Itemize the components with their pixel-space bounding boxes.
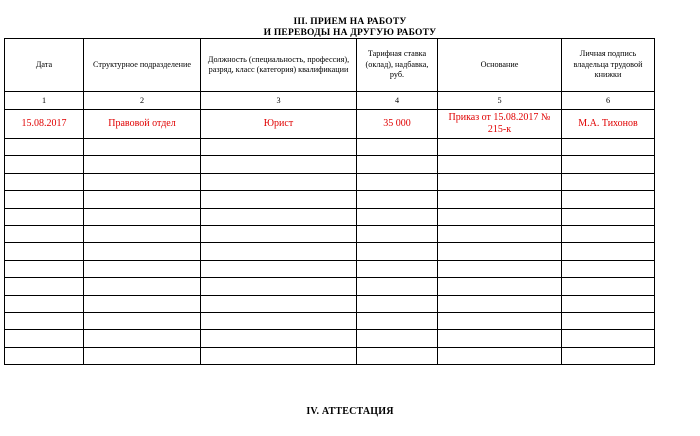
column-number: 2 bbox=[84, 92, 201, 110]
empty-cell[interactable] bbox=[438, 243, 562, 260]
column-number-row bbox=[5, 92, 655, 110]
empty-row bbox=[5, 191, 655, 208]
section-title-attestation: IV. АТТЕСТАЦИЯ bbox=[306, 406, 394, 417]
empty-cell[interactable] bbox=[201, 139, 357, 156]
empty-cell[interactable] bbox=[5, 260, 84, 277]
empty-cell[interactable] bbox=[5, 208, 84, 225]
empty-cell[interactable] bbox=[357, 208, 438, 225]
empty-cell[interactable] bbox=[201, 191, 357, 208]
empty-cell[interactable] bbox=[5, 330, 84, 347]
column-number: 4 bbox=[357, 92, 438, 110]
empty-row bbox=[5, 278, 655, 295]
empty-row bbox=[5, 295, 655, 312]
empty-cell[interactable] bbox=[201, 243, 357, 260]
empty-row bbox=[5, 260, 655, 277]
empty-cell[interactable] bbox=[562, 191, 655, 208]
empty-cell[interactable] bbox=[5, 295, 84, 312]
empty-cell[interactable] bbox=[84, 330, 201, 347]
empty-cell[interactable] bbox=[438, 260, 562, 277]
empty-row bbox=[5, 312, 655, 329]
empty-cell[interactable] bbox=[357, 191, 438, 208]
empty-cell[interactable] bbox=[201, 225, 357, 242]
cell-position[interactable]: Юрист bbox=[201, 110, 357, 139]
empty-row bbox=[5, 330, 655, 347]
empty-cell[interactable] bbox=[357, 243, 438, 260]
column-number: 6 bbox=[562, 92, 655, 110]
empty-cell[interactable] bbox=[357, 260, 438, 277]
cell-department[interactable]: Правовой отдел bbox=[84, 110, 201, 139]
empty-cell[interactable] bbox=[201, 156, 357, 173]
empty-cell[interactable] bbox=[5, 312, 84, 329]
empty-cell[interactable] bbox=[438, 173, 562, 190]
header-row bbox=[5, 39, 655, 92]
column-number: 5 bbox=[438, 92, 562, 110]
cell-date[interactable]: 15.08.2017 bbox=[5, 110, 84, 139]
header-position: Должность (специальность, профессия), разряд, класс (категория) квалификации bbox=[201, 39, 357, 92]
empty-cell[interactable] bbox=[201, 347, 357, 364]
header-salary: Тарифная ставка (оклад), надбавка, руб. bbox=[357, 39, 438, 92]
empty-cell[interactable] bbox=[84, 225, 201, 242]
empty-cell[interactable] bbox=[562, 295, 655, 312]
empty-cell[interactable] bbox=[84, 278, 201, 295]
empty-row bbox=[5, 225, 655, 242]
empty-cell[interactable] bbox=[201, 173, 357, 190]
empty-cell[interactable] bbox=[438, 347, 562, 364]
empty-cell[interactable] bbox=[5, 191, 84, 208]
column-number: 3 bbox=[201, 92, 357, 110]
empty-cell[interactable] bbox=[438, 278, 562, 295]
empty-cell[interactable] bbox=[84, 139, 201, 156]
empty-cell[interactable] bbox=[201, 330, 357, 347]
empty-cell[interactable] bbox=[438, 295, 562, 312]
empty-cell[interactable] bbox=[84, 347, 201, 364]
empty-cell[interactable] bbox=[562, 139, 655, 156]
empty-cell[interactable] bbox=[5, 156, 84, 173]
empty-cell[interactable] bbox=[562, 156, 655, 173]
empty-cell[interactable] bbox=[5, 173, 84, 190]
column-number: 1 bbox=[5, 92, 84, 110]
empty-cell[interactable] bbox=[84, 312, 201, 329]
empty-cell[interactable] bbox=[201, 208, 357, 225]
empty-cell[interactable] bbox=[438, 208, 562, 225]
empty-cell[interactable] bbox=[562, 312, 655, 329]
empty-cell[interactable] bbox=[84, 191, 201, 208]
header-department: Структурное подразделение bbox=[84, 39, 201, 92]
empty-row bbox=[5, 208, 655, 225]
empty-cell[interactable] bbox=[357, 156, 438, 173]
empty-cell[interactable] bbox=[438, 330, 562, 347]
empty-cell[interactable] bbox=[562, 173, 655, 190]
empty-cell[interactable] bbox=[357, 347, 438, 364]
section-title-line1: III. ПРИЕМ НА РАБОТУ bbox=[293, 17, 407, 27]
header-signature: Личная подпись владельца трудовой книжки bbox=[562, 39, 655, 92]
empty-row bbox=[5, 156, 655, 173]
cell-signature[interactable]: М.А. Тихонов bbox=[562, 110, 655, 139]
empty-cell[interactable] bbox=[438, 191, 562, 208]
empty-row bbox=[5, 347, 655, 364]
empty-cell[interactable] bbox=[201, 312, 357, 329]
empty-cell[interactable] bbox=[562, 330, 655, 347]
empty-cell[interactable] bbox=[5, 278, 84, 295]
empty-row bbox=[5, 173, 655, 190]
empty-cell[interactable] bbox=[562, 243, 655, 260]
section-title-line2: И ПЕРЕВОДЫ НА ДРУГУЮ РАБОТУ bbox=[263, 28, 437, 38]
cell-salary[interactable]: 35 000 bbox=[357, 110, 438, 139]
empty-cell[interactable] bbox=[562, 260, 655, 277]
empty-cell[interactable] bbox=[357, 295, 438, 312]
empty-cell[interactable] bbox=[5, 347, 84, 364]
empty-cell[interactable] bbox=[562, 208, 655, 225]
empty-cell[interactable] bbox=[562, 278, 655, 295]
empty-cell[interactable] bbox=[5, 243, 84, 260]
empty-row bbox=[5, 139, 655, 156]
empty-cell[interactable] bbox=[84, 295, 201, 312]
empty-row bbox=[5, 243, 655, 260]
empty-cell[interactable] bbox=[357, 330, 438, 347]
empty-cell[interactable] bbox=[357, 173, 438, 190]
empty-cell[interactable] bbox=[562, 225, 655, 242]
empty-cell[interactable] bbox=[201, 260, 357, 277]
empty-cell[interactable] bbox=[84, 260, 201, 277]
empty-cell[interactable] bbox=[438, 156, 562, 173]
empty-cell[interactable] bbox=[5, 225, 84, 242]
empty-cell[interactable] bbox=[357, 225, 438, 242]
cell-basis[interactable]: Приказ от 15.08.2017 № 215-к bbox=[438, 110, 562, 139]
header-date: Дата bbox=[5, 39, 84, 92]
empty-cell[interactable] bbox=[562, 347, 655, 364]
empty-cell[interactable] bbox=[201, 295, 357, 312]
empty-cell[interactable] bbox=[357, 312, 438, 329]
empty-cell[interactable] bbox=[438, 312, 562, 329]
header-basis: Основание bbox=[438, 39, 562, 92]
empty-cell[interactable] bbox=[84, 208, 201, 225]
empty-cell[interactable] bbox=[84, 243, 201, 260]
employment-table bbox=[4, 38, 655, 365]
table-row bbox=[5, 110, 655, 139]
empty-cell[interactable] bbox=[438, 225, 562, 242]
empty-cell[interactable] bbox=[201, 278, 357, 295]
empty-cell[interactable] bbox=[84, 156, 201, 173]
empty-cell[interactable] bbox=[438, 139, 562, 156]
empty-cell[interactable] bbox=[357, 278, 438, 295]
empty-cell[interactable] bbox=[5, 139, 84, 156]
empty-cell[interactable] bbox=[84, 173, 201, 190]
empty-cell[interactable] bbox=[357, 139, 438, 156]
